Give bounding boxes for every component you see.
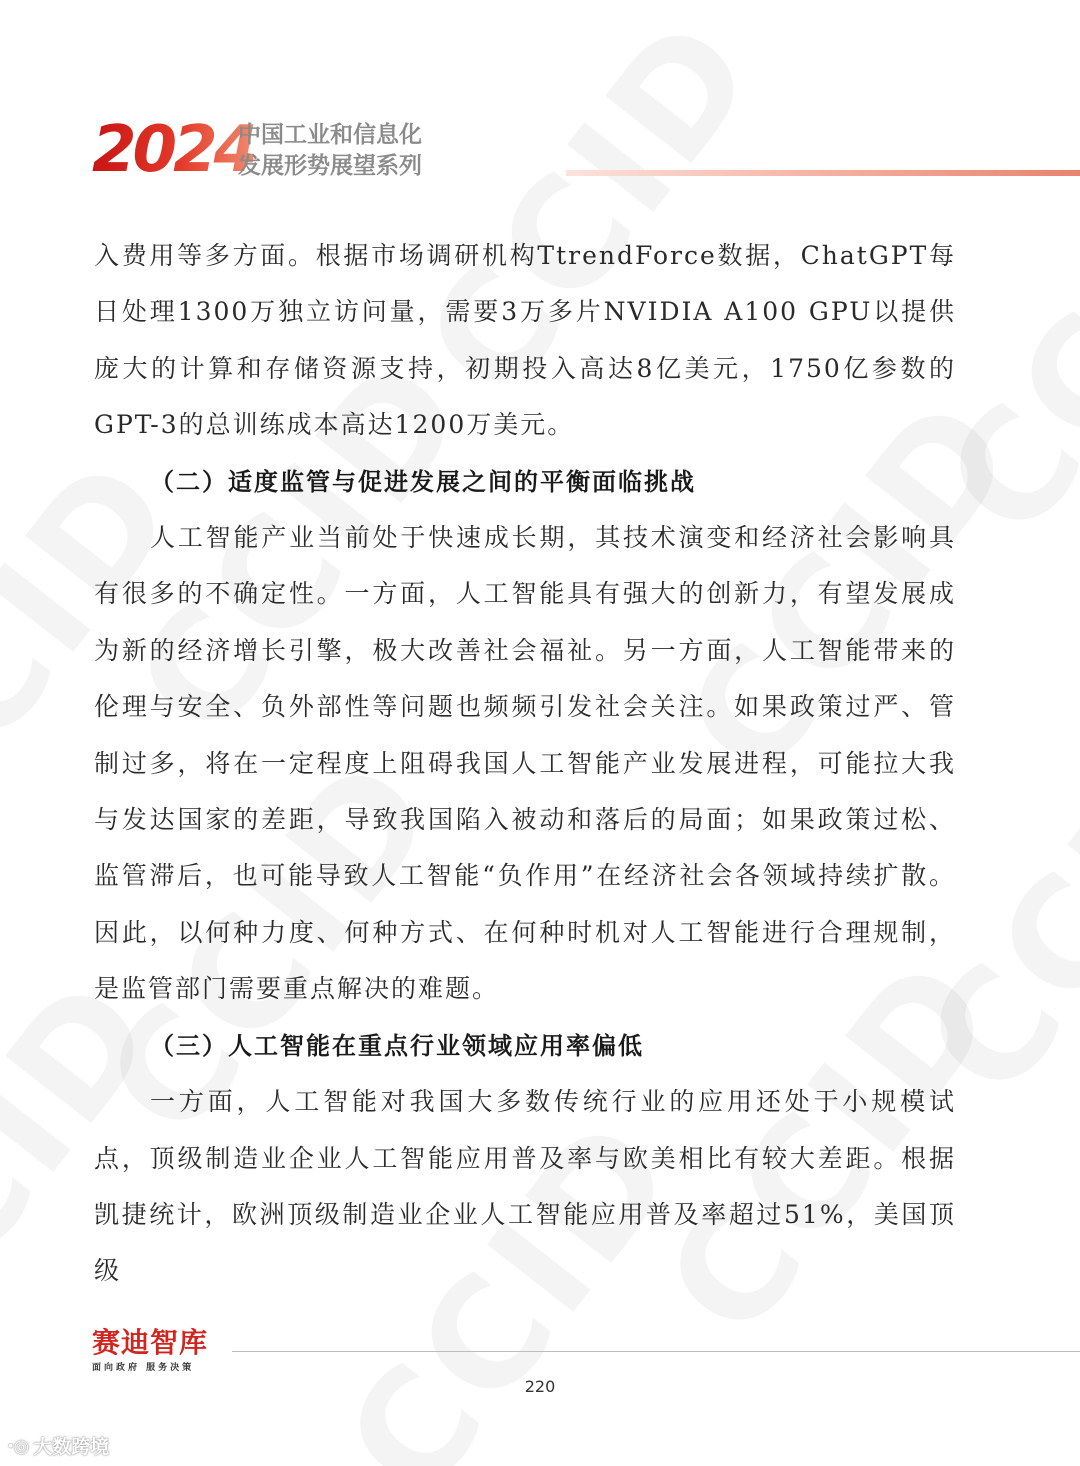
year-logo: 2024: [92, 113, 255, 187]
footer-logo: [92, 1327, 232, 1373]
series-title-line1: 中国工业和信息化: [238, 122, 422, 148]
footer-logo-name: 赛迪智库: [92, 1326, 209, 1359]
paragraph: 一方面，人工智能对我国大多数传统行业的应用还处于小规模试点，顶级制造业企业人工智能应用普及率与欧美相比有较大差距。根据凯捷统计，欧洲顶级制造业企业人工智能应用普及率超过51%，美国顶级: [94, 1087, 956, 1286]
page-number: 220: [524, 1377, 556, 1396]
body-content: [94, 228, 956, 1300]
series-title-line2: 发展形势展望系列: [238, 153, 422, 179]
footer-logo-slogan: 面向政府 服务决策: [92, 1363, 195, 1373]
logo-icon: ꞏ◎: [8, 1435, 30, 1457]
section-heading: （三）人工智能在重点行业领域应用率偏低: [150, 1030, 644, 1060]
header-divider: [566, 170, 1080, 176]
corner-mark: [8, 1432, 109, 1459]
section-heading: （二）适度监管与促进发展之间的平衡面临挑战: [150, 466, 696, 496]
paragraph: 入费用等多方面。根据市场调研机构TtrendForce数据，ChatGPT每日处理1300万独立访问量，需要3万多片NVIDIA A100 GPU以提供庞大的计算和存储资源支持，初期投入高达8亿美元，1750亿参数的GPT-3的总训练成本高达1200万美元。: [94, 241, 956, 440]
series-title: [238, 120, 422, 182]
corner-mark-text: 大数跨境: [33, 1436, 110, 1458]
footer-divider: [232, 1351, 1080, 1352]
paragraph: 人工智能产业当前处于快速成长期，其技术演变和经济社会影响具有很多的不确定性。一方面，人工智能具有强大的创新力，有望发展成为新的经济增长引擎，极大改善社会福祉。另一方面，人工智能带来的伦理与安全、负外部性等问题也频频引发社会关注。如果政策过严、管制过多，将在一定程度上阻碍我国人工智能产业发展进程，可能拉大我与发达国家的差距，导致我国陷入被动和落后的局面；如果政策过松、监管滞后，也可能导致人工智能“负作用”在经济社会各领域持续扩散。因此，以何种力度、何种方式、在何种时机对人工智能进行合理规制，是监管部门需要重点解决的难题。: [94, 523, 956, 1004]
page-header: [92, 113, 1080, 198]
